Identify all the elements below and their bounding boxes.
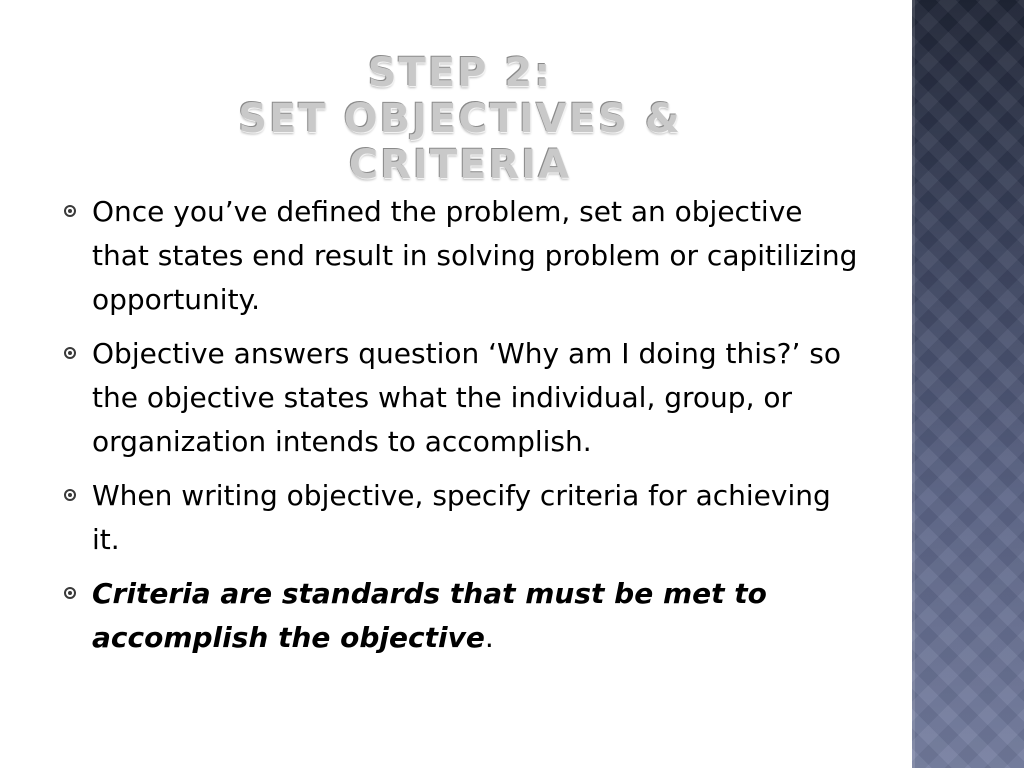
bullet-text: Objective answers question ‘Why am I doing this?’ so the objective states what the individual, group, or organization intends to accomplish. [92,337,842,458]
bullet-text: When writing objective, specify criteria for achieving it. [92,479,831,556]
circled-dot-icon [64,205,76,217]
decorative-side-panel [912,0,1024,768]
bullet-list [62,190,862,670]
list-item [62,572,862,660]
slide-title [120,50,800,188]
title-line-1: STEP 2: [367,50,553,96]
list-item [62,332,862,464]
bullet-text: Once you’ve defined the problem, set an objective that states end result in solving problem or capitilizing opportunity. [92,195,858,316]
list-item [62,474,862,562]
title-line-2: SET OBJECTIVES & CRITERIA [238,96,682,188]
bullet-text-emphasis: Criteria are standards that must be met to accomplish the objective [92,577,767,654]
circled-dot-icon [64,587,76,599]
circled-dot-icon [64,347,76,359]
bullet-text-tail: . [484,621,494,654]
list-item [62,190,862,322]
circled-dot-icon [64,489,76,501]
